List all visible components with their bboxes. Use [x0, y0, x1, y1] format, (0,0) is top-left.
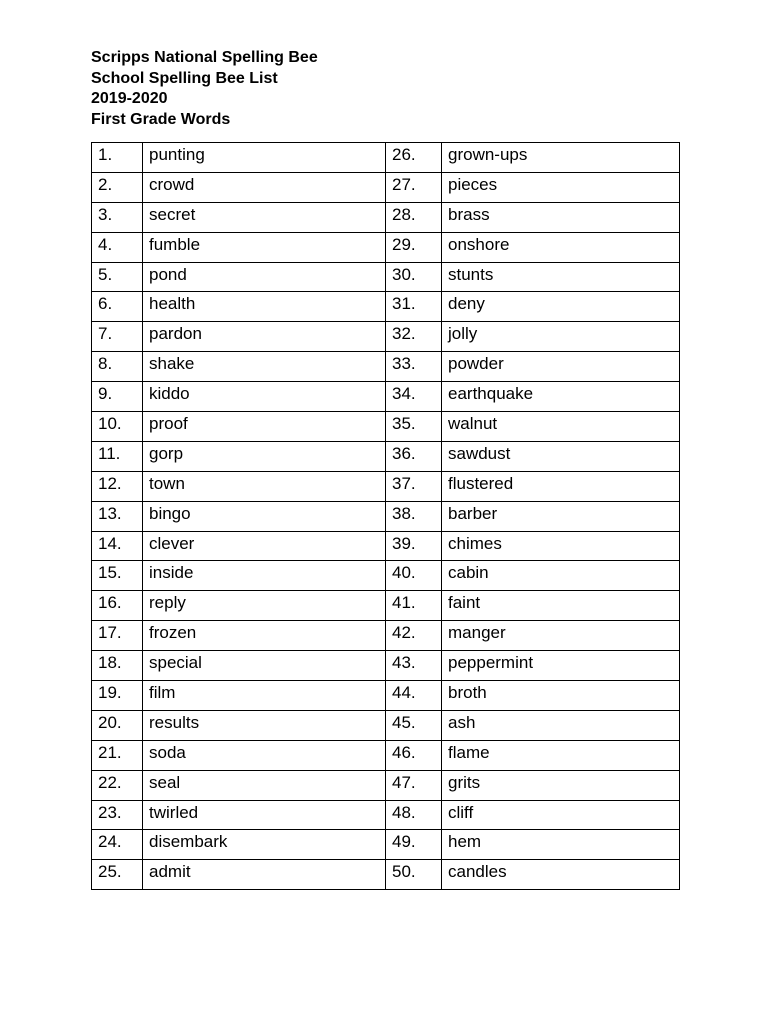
table-row [92, 322, 680, 352]
word-number-cell: 20. [92, 710, 143, 740]
document-header [91, 48, 318, 130]
word-number-cell: 47. [386, 770, 442, 800]
word-number-cell: 35. [386, 412, 442, 442]
word-cell: flame [442, 740, 680, 770]
word-cell: deny [442, 292, 680, 322]
table-row [92, 292, 680, 322]
word-number-cell: 17. [92, 621, 143, 651]
word-cell: walnut [442, 412, 680, 442]
word-number-cell: 16. [92, 591, 143, 621]
word-number-cell: 1. [92, 143, 143, 173]
word-cell: admit [143, 860, 386, 890]
word-cell: stunts [442, 262, 680, 292]
table-row [92, 860, 680, 890]
table-row [92, 531, 680, 561]
table-row [92, 172, 680, 202]
word-cell: barber [442, 501, 680, 531]
word-number-cell: 13. [92, 501, 143, 531]
word-number-cell: 25. [92, 860, 143, 890]
word-number-cell: 5. [92, 262, 143, 292]
word-number-cell: 22. [92, 770, 143, 800]
word-number-cell: 7. [92, 322, 143, 352]
table-row [92, 651, 680, 681]
word-number-cell: 11. [92, 441, 143, 471]
word-cell: soda [143, 740, 386, 770]
word-cell: cliff [442, 800, 680, 830]
word-cell: powder [442, 352, 680, 382]
table-row [92, 621, 680, 651]
word-cell: town [143, 471, 386, 501]
word-cell: chimes [442, 531, 680, 561]
word-number-cell: 21. [92, 740, 143, 770]
table-row [92, 561, 680, 591]
word-number-cell: 3. [92, 202, 143, 232]
word-cell: grown-ups [442, 143, 680, 173]
word-number-cell: 28. [386, 202, 442, 232]
word-number-cell: 23. [92, 800, 143, 830]
word-cell: sawdust [442, 441, 680, 471]
table-row [92, 740, 680, 770]
word-cell: seal [143, 770, 386, 800]
grade-level: First Grade Words [91, 110, 231, 128]
table-row [92, 681, 680, 711]
word-cell: candles [442, 860, 680, 890]
word-cell: shake [143, 352, 386, 382]
word-cell: fumble [143, 232, 386, 262]
table-row [92, 441, 680, 471]
word-cell: peppermint [442, 651, 680, 681]
word-number-cell: 10. [92, 412, 143, 442]
word-number-cell: 2. [92, 172, 143, 202]
word-number-cell: 27. [386, 172, 442, 202]
table-row [92, 770, 680, 800]
word-cell: broth [442, 681, 680, 711]
word-number-cell: 14. [92, 531, 143, 561]
word-number-cell: 29. [386, 232, 442, 262]
table-row [92, 710, 680, 740]
word-number-cell: 39. [386, 531, 442, 561]
word-number-cell: 43. [386, 651, 442, 681]
word-number-cell: 30. [386, 262, 442, 292]
organization-title: Scripps National Spelling Bee [91, 49, 318, 66]
word-cell: secret [143, 202, 386, 232]
word-number-cell: 50. [386, 860, 442, 890]
table-row [92, 471, 680, 501]
word-cell: jolly [442, 322, 680, 352]
table-row [92, 262, 680, 292]
table-row [92, 232, 680, 262]
word-number-cell: 45. [386, 710, 442, 740]
word-cell: faint [442, 591, 680, 621]
word-cell: results [143, 710, 386, 740]
word-number-cell: 19. [92, 681, 143, 711]
word-cell: health [143, 292, 386, 322]
word-number-cell: 24. [92, 830, 143, 860]
word-number-cell: 34. [386, 382, 442, 412]
table-row [92, 202, 680, 232]
word-number-cell: 32. [386, 322, 442, 352]
word-cell: clever [143, 531, 386, 561]
word-cell: special [143, 651, 386, 681]
word-cell: reply [143, 591, 386, 621]
word-number-cell: 48. [386, 800, 442, 830]
word-cell: inside [143, 561, 386, 591]
word-number-cell: 38. [386, 501, 442, 531]
list-title: School Spelling Bee List [91, 69, 278, 87]
word-number-cell: 49. [386, 830, 442, 860]
table-row [92, 800, 680, 830]
word-number-cell: 6. [92, 292, 143, 322]
word-number-cell: 26. [386, 143, 442, 173]
word-cell: disembark [143, 830, 386, 860]
word-number-cell: 31. [386, 292, 442, 322]
word-number-cell: 15. [92, 561, 143, 591]
word-cell: twirled [143, 800, 386, 830]
word-number-cell: 36. [386, 441, 442, 471]
school-year: 2019-2020 [91, 90, 168, 108]
table-row [92, 591, 680, 621]
word-cell: proof [143, 412, 386, 442]
word-cell: pieces [442, 172, 680, 202]
table-row [92, 501, 680, 531]
word-cell: bingo [143, 501, 386, 531]
word-cell: earthquake [442, 382, 680, 412]
word-number-cell: 42. [386, 621, 442, 651]
word-cell: manger [442, 621, 680, 651]
word-cell: kiddo [143, 382, 386, 412]
word-list-table [91, 142, 680, 890]
word-number-cell: 8. [92, 352, 143, 382]
word-cell: pardon [143, 322, 386, 352]
word-number-cell: 12. [92, 471, 143, 501]
word-cell: onshore [442, 232, 680, 262]
word-number-cell: 46. [386, 740, 442, 770]
table-row [92, 382, 680, 412]
word-cell: film [143, 681, 386, 711]
word-cell: cabin [442, 561, 680, 591]
word-number-cell: 33. [386, 352, 442, 382]
word-number-cell: 44. [386, 681, 442, 711]
word-number-cell: 41. [386, 591, 442, 621]
word-number-cell: 9. [92, 382, 143, 412]
table-row [92, 352, 680, 382]
word-cell: hem [442, 830, 680, 860]
word-number-cell: 40. [386, 561, 442, 591]
word-number-cell: 37. [386, 471, 442, 501]
word-cell: grits [442, 770, 680, 800]
word-cell: brass [442, 202, 680, 232]
table-row [92, 143, 680, 173]
word-number-cell: 4. [92, 232, 143, 262]
word-cell: ash [442, 710, 680, 740]
word-list-body [92, 143, 680, 890]
word-cell: gorp [143, 441, 386, 471]
word-cell: pond [143, 262, 386, 292]
word-cell: frozen [143, 621, 386, 651]
table-row [92, 412, 680, 442]
word-cell: crowd [143, 172, 386, 202]
word-cell: punting [143, 143, 386, 173]
word-number-cell: 18. [92, 651, 143, 681]
word-cell: flustered [442, 471, 680, 501]
table-row [92, 830, 680, 860]
